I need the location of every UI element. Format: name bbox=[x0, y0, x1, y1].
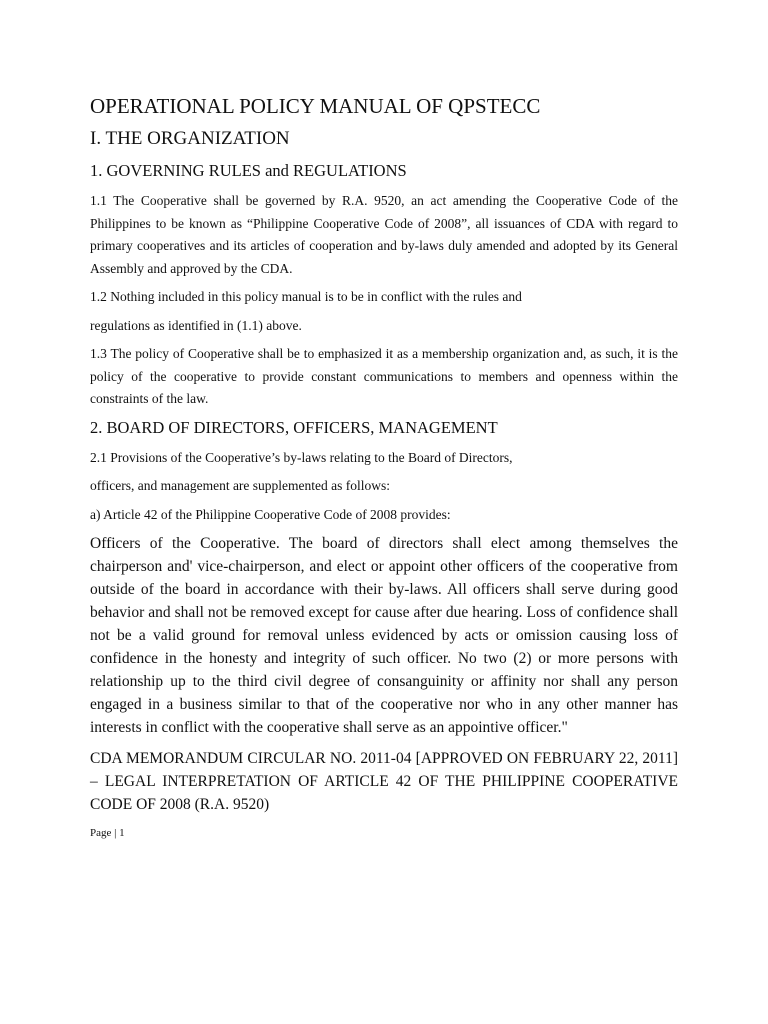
paragraph-1-1: 1.1 The Cooperative shall be governed by R.A. 9520, an act amending the Cooperative Code of the Philippines to be known as “Philippine Cooperative Code of 2008”, all issuances of CDA with regard to primary cooperatives and its articles of cooperation and by-laws duly amended and adopted by its General Assembly and approved by the CDA. bbox=[90, 193, 678, 276]
paragraph-2-1-line-3: a) Article 42 of the Philippine Cooperative Code of 2008 provides: bbox=[90, 506, 451, 522]
cda-memorandum-circular: CDA MEMORANDUM CIRCULAR NO. 2011-04 [APPROVED ON FEBRUARY 22, 2011] – LEGAL INTERPRETATION OF ARTICLE 42 OF THE PHILIPPINE COOPERATIVE CODE OF 2008 (R.A. 9520) bbox=[90, 750, 678, 813]
article-42-quote: Officers of the Cooperative. The board of directors shall elect among themselves the chairperson and' vice-chairperson, and elect or appoint other officers of the cooperative from outside of the board in accordance with their by-laws. All officers shall serve during good behavior and shall not be removed except for cause after due hearing. Loss of confidence shall not be a valid ground for removal unless evidenced by acts or omission causing loss of confidence in the honesty and integrity of such officer. No two (2) or more persons with relationship up to the third civil degree of consanguinity or affinity nor shall any person engaged in a business similar to that of the cooperative nor who in any other manner has interests in conflict with the cooperative shall serve as an appointive officer." bbox=[90, 535, 678, 736]
subsection-heading-governing-rules: 1. GOVERNING RULES and REGULATIONS bbox=[90, 161, 407, 180]
document-title: OPERATIONAL POLICY MANUAL OF QPSTECC bbox=[90, 94, 541, 118]
document-page bbox=[90, 92, 678, 840]
page-footer: Page | 1 bbox=[90, 827, 125, 839]
paragraph-1-2-line-2: regulations as identified in (1.1) above. bbox=[90, 317, 302, 333]
paragraph-1-2-line-1: 1.2 Nothing included in this policy manual is to be in conflict with the rules and bbox=[90, 289, 522, 304]
subsection-heading-board: 2. BOARD OF DIRECTORS, OFFICERS, MANAGEMENT bbox=[90, 417, 498, 437]
paragraph-1-3: 1.3 The policy of Cooperative shall be to emphasized it as a membership organization and, as such, it is the policy of the cooperative to provide constant communications to members and openness within the constraints of the law. bbox=[90, 346, 678, 406]
paragraph-2-1-line-2: officers, and management are supplemented as follows: bbox=[90, 478, 391, 493]
section-heading-organization: I. THE ORGANIZATION bbox=[90, 128, 290, 149]
paragraph-2-1-line-1: 2.1 Provisions of the Cooperative’s by-laws relating to the Board of Directors, bbox=[90, 449, 513, 465]
